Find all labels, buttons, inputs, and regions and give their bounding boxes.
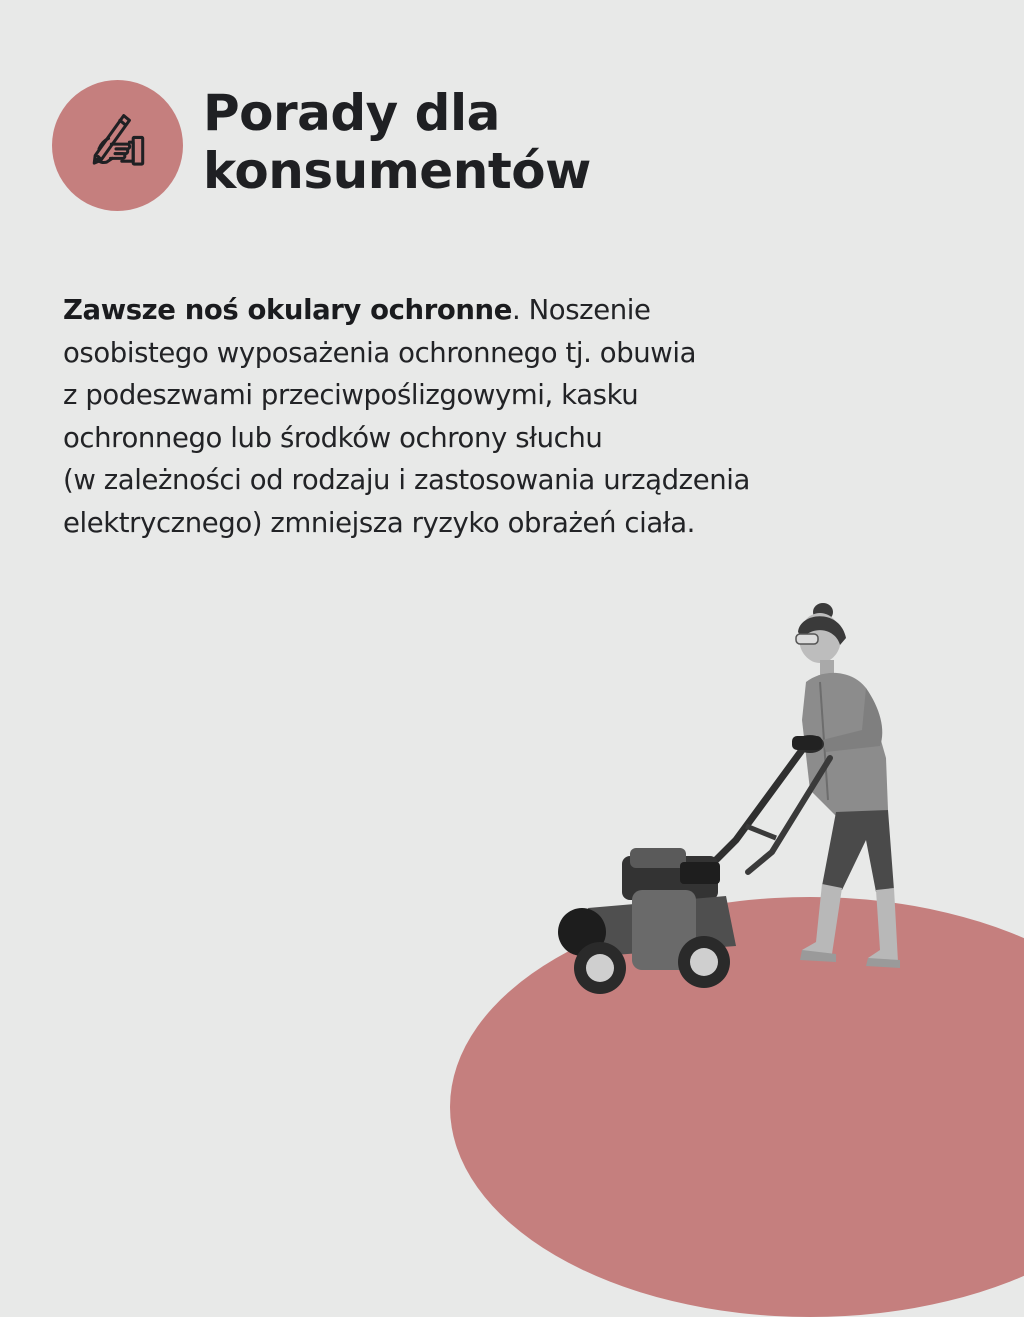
hand-writing-icon xyxy=(80,108,156,184)
woman-pushing-lawn-mower-photo xyxy=(540,590,940,1010)
paragraph-line-6: elektrycznego) zmniejsza ryzyko obrażeń ciała. xyxy=(63,506,696,539)
paragraph-line-5: (w zależności od rodzaju i zastosowania urządzenia xyxy=(63,464,750,496)
paragraph-line-2: osobistego wyposażenia ochronnego tj. obuwia xyxy=(63,336,697,369)
advice-lead: Zawsze noś okulary ochronne xyxy=(63,294,512,326)
header-badge xyxy=(52,80,183,211)
advice-lead-rest: . Noszenie xyxy=(511,294,651,326)
page-title xyxy=(203,84,903,200)
advice-paragraph xyxy=(63,289,963,544)
paragraph-line-3: z podeszwami przeciwpoślizgowymi, kasku xyxy=(63,379,639,411)
title-line-1: Porady dla xyxy=(203,84,500,142)
paragraph-line-4: ochronnego lub środków ochrony słuchu xyxy=(63,421,603,454)
lawn-mower xyxy=(558,736,830,994)
title-line-2: konsumentów xyxy=(203,142,591,200)
paragraph-line-1 xyxy=(63,289,963,332)
